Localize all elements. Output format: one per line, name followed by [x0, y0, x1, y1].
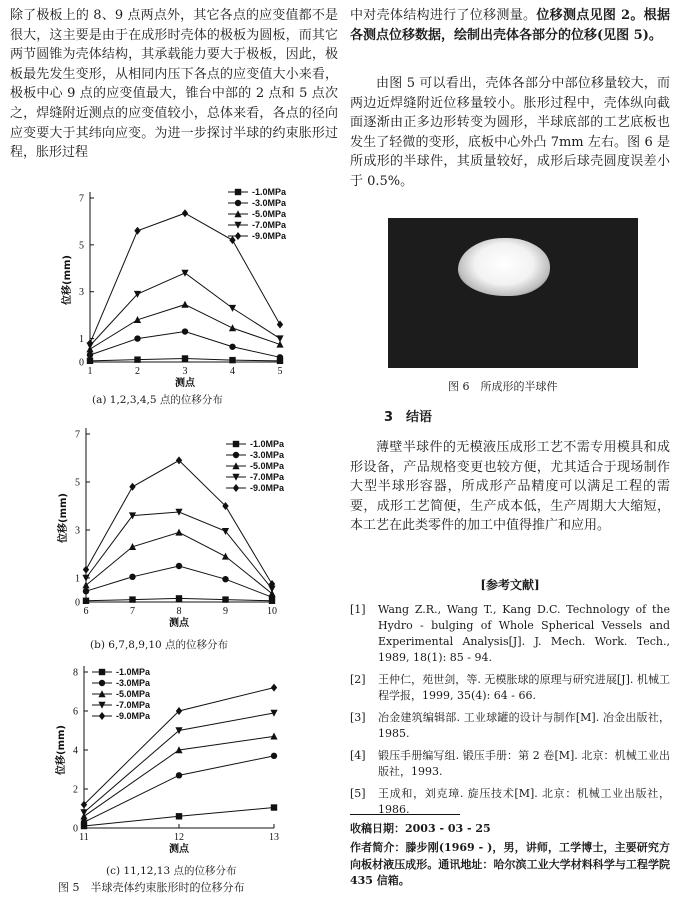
data-point	[222, 576, 228, 582]
data-point	[271, 753, 277, 759]
data-point	[129, 483, 135, 491]
legend-label: -9.0MPa	[250, 483, 285, 493]
chart-c-caption: (c) 11,12,13 点的位移分布	[106, 865, 237, 877]
y-axis-title: 位移(mm)	[56, 725, 67, 775]
x-tick-label: 12	[174, 832, 184, 843]
y-tick-label: 5	[79, 240, 84, 252]
y-tick-label: 6	[73, 706, 78, 718]
x-tick-label: 3	[182, 366, 188, 377]
legend-marker	[99, 680, 105, 686]
legend-marker	[233, 441, 239, 447]
body-paragraph-right-1: 中对壳体结构进行了位移测量。位移测点见图 2。根据各测点位移数据，绘制出壳体各部分的位移(见图 5)。	[350, 8, 670, 43]
data-point	[176, 813, 182, 819]
data-point	[229, 324, 236, 331]
legend-label: -7.0MPa	[250, 472, 285, 482]
data-point	[129, 574, 135, 580]
y-tick-label: 0	[75, 597, 80, 609]
legend-label: -5.0MPa	[250, 461, 285, 471]
legend-label: -7.0MPa	[116, 700, 151, 710]
data-point	[83, 598, 89, 604]
data-point	[229, 305, 236, 312]
legend-marker	[235, 232, 241, 240]
body-paragraph-left: 除了极板上的 8、9 点两点外，其它各点的应变值都不是很大，这主要是由于在成形时壳体的极板为圆板，而其它两节圆锥为壳体结构，其承载能力要大于极板，因此，极板最先发生变形，从相同内压下各点的应变值大小来看，极板中心 9 点的应变值最大，锥台中部的 2 点和 5 点次之，焊缝附近测点的应变值较小，总体来看，各点的径向应变要大于其纬向应变。为进一步探讨半球的约束胀形过程，胀形过程	[10, 8, 338, 161]
data-point	[181, 301, 188, 308]
data-point	[129, 596, 135, 602]
series-line	[90, 332, 280, 358]
legend-label: -3.0MPa	[252, 198, 287, 208]
legend-label: -9.0MPa	[252, 231, 287, 241]
y-tick-label: 1	[75, 573, 80, 585]
data-point	[134, 356, 140, 362]
reference-item: [5] 王成和，刘克璋. 旋压技术[M]. 北京：机械工业出版社，1986.	[350, 787, 670, 816]
reference-item: [4] 锻压手册编写组. 锻压手册：第 2 卷[M]. 北京：机械工业出版社，1993.	[350, 749, 670, 778]
data-point	[175, 529, 182, 536]
x-tick-label: 11	[79, 832, 89, 843]
reference-item: [3] 冶金建筑编辑部. 工业球罐的设计与制作[M]. 冶金出版社，1985.	[350, 711, 670, 740]
y-tick-label: 4	[73, 745, 78, 757]
x-axis-title: 测点	[169, 618, 189, 629]
received-date: 收稿日期：2003 - 03 - 25	[350, 822, 491, 835]
author-info: 作者简介：滕步刚(1969 - )，男，讲师，工学博士，主要研究方向板材液压成形。通讯地址：哈尔滨工业大学材料科学与工程学院 435 信箱。	[350, 841, 670, 887]
data-point	[83, 566, 89, 574]
data-point	[182, 355, 188, 361]
data-point	[181, 270, 188, 277]
data-point	[182, 328, 188, 334]
legend-label: -5.0MPa	[116, 689, 151, 699]
x-tick-label: 13	[269, 832, 279, 843]
figure-6-caption: 图 6 所成形的半球件	[448, 380, 558, 393]
x-tick-label: 10	[267, 606, 277, 617]
series-line	[86, 512, 272, 589]
y-tick-label: 5	[75, 477, 80, 489]
data-point	[222, 553, 229, 560]
legend-label: -9.0MPa	[116, 711, 151, 721]
legend-label: -5.0MPa	[252, 209, 287, 219]
reference-item: [2] 王仲仁，苑世剑，等. 无模胀球的原理与研究进展[J]. 机械工程学报，1999, 35(4): 64 - 66.	[350, 673, 670, 702]
data-point	[176, 772, 182, 778]
conclusion-paragraph: 薄壁半球件的无模液压成形工艺不需专用模具和成形设备，产品规格变更也较方便，尤其适合于现场制作大型半球形容器，所成形产品精度可以满足工程的需要，成形工艺简便，生产成本低，生产周期大大缩短，本工艺在此类零件的加工中值得推广和应用。	[350, 440, 670, 534]
x-tick-label: 2	[135, 366, 140, 377]
x-tick-label: 4	[230, 366, 235, 377]
y-tick-label: 7	[75, 429, 80, 441]
data-point	[134, 227, 140, 235]
legend-label: -3.0MPa	[116, 678, 151, 688]
legend-label: -1.0MPa	[116, 667, 151, 677]
data-point	[229, 344, 235, 350]
x-axis-title: 测点	[175, 378, 195, 389]
data-point	[87, 339, 93, 347]
right-column	[350, 6, 670, 887]
data-point	[87, 352, 93, 358]
footnote-rule	[350, 814, 460, 815]
data-point	[271, 804, 277, 810]
data-point	[176, 595, 182, 601]
x-tick-label: 9	[223, 606, 228, 617]
legend-label: -1.0MPa	[250, 439, 285, 449]
legend-marker	[235, 189, 241, 195]
y-tick-label: 3	[79, 287, 84, 299]
references-title: [参考文献]	[480, 578, 540, 592]
figure-6-photo	[388, 218, 638, 368]
data-point	[82, 581, 89, 588]
data-point	[182, 209, 188, 217]
x-tick-label: 5	[277, 366, 283, 377]
y-tick-label: 0	[73, 823, 78, 835]
y-axis-title: 位移(mm)	[58, 493, 69, 543]
y-tick-label: 7	[79, 193, 84, 205]
data-point	[87, 358, 93, 364]
chart-b	[30, 424, 330, 634]
legend-label: -7.0MPa	[252, 220, 287, 230]
x-tick-label: 8	[176, 606, 182, 617]
y-tick-label: 1	[79, 334, 84, 346]
data-point	[229, 236, 235, 244]
legend-label: -3.0MPa	[250, 450, 285, 460]
legend-marker	[235, 200, 241, 206]
data-point	[270, 733, 277, 740]
data-point	[277, 354, 283, 360]
chart-b-caption: (b) 6,7,8,9,10 点的位移分布	[90, 639, 229, 651]
data-point	[222, 596, 228, 602]
section-3-title: 3 结语	[384, 410, 433, 425]
data-point	[271, 684, 277, 692]
y-tick-label: 2	[73, 784, 78, 796]
series-line	[90, 305, 280, 350]
x-tick-label: 6	[83, 606, 89, 617]
y-tick-label: 3	[75, 525, 80, 537]
figure-5-caption: 图 5 半球壳体约束胀形时的位移分布	[58, 881, 245, 894]
legend-marker	[233, 484, 239, 492]
references-list	[350, 602, 670, 818]
data-point	[276, 335, 283, 342]
series-line	[84, 688, 274, 805]
y-tick-label: 0	[79, 357, 84, 369]
legend-label: -1.0MPa	[252, 187, 287, 197]
y-axis-title: 位移(mm)	[62, 255, 73, 305]
legend-marker	[233, 452, 239, 458]
data-point	[81, 819, 87, 825]
chart-a-caption: (a) 1,2,3,4,5 点的位移分布	[92, 394, 223, 406]
x-tick-label: 7	[130, 606, 135, 617]
y-tick-label: 8	[73, 667, 78, 679]
legend-marker	[99, 669, 105, 675]
series-line	[84, 756, 274, 822]
chart-a	[30, 184, 330, 389]
reference-item: [1] Wang Z.R., Wang T., Kang D.C. Technology of the Hydro - bulging of Whole Spherical Vessels and Experimental Analysis[J]. J. Mech. Work. Tech., 1989, 18(1): 85 - 94.	[350, 603, 670, 664]
data-point	[176, 563, 182, 569]
body-paragraph-right-2: 由图 5 可以看出，壳体各部分中部位移量较大，而两边近焊缝附近位移量较小。胀形过程中，壳体纵向截面逐渐由正多边形转变为圆形，半球底部的工艺底板也发生了轻微的变形，底板中心外凸 7mm 左右。图 6 是所成形的半球件，其质量较好，成形后球壳圆度误差小于 0.5%。	[350, 76, 670, 189]
data-point	[277, 321, 283, 329]
data-point	[134, 335, 140, 341]
left-column	[10, 6, 338, 894]
x-axis-title: 测点	[169, 844, 189, 855]
data-point	[83, 588, 89, 594]
chart-c	[30, 658, 290, 858]
data-point	[229, 357, 235, 363]
x-tick-label: 1	[87, 366, 93, 377]
legend-marker	[99, 712, 105, 720]
hemisphere-image	[458, 238, 550, 296]
